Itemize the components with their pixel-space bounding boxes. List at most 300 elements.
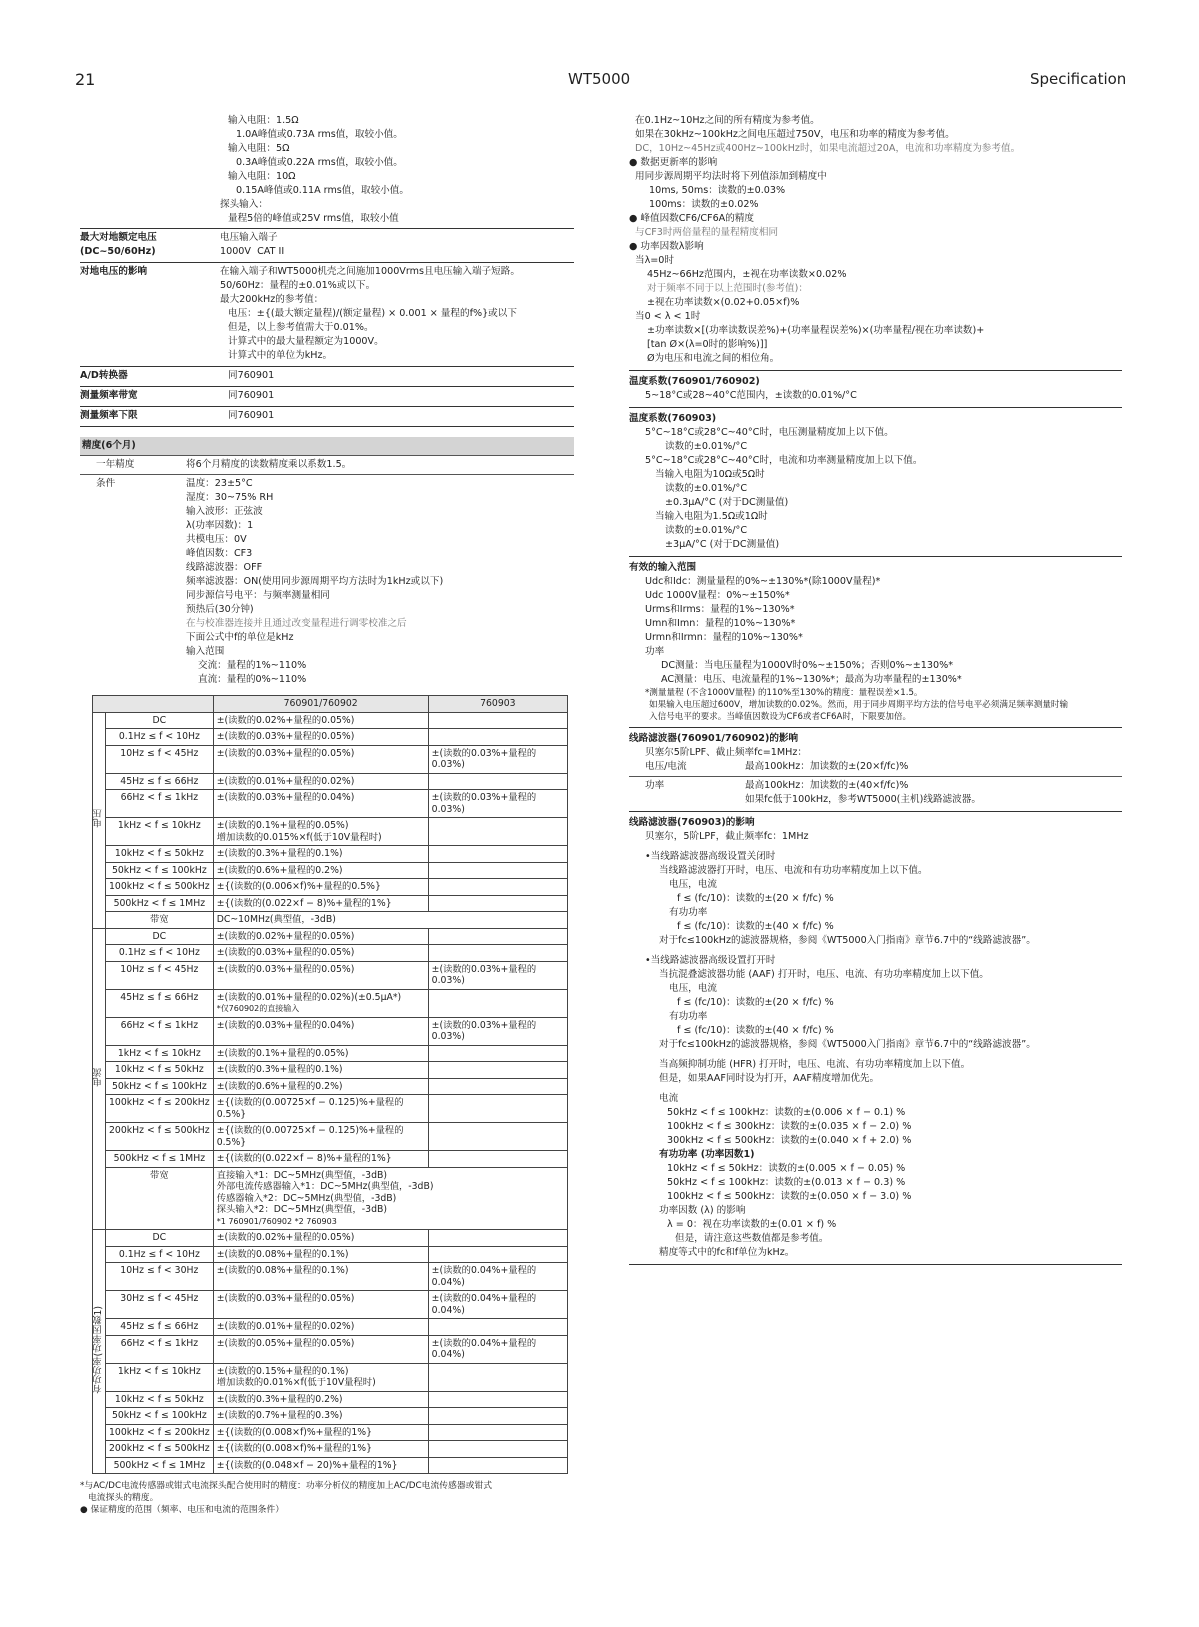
accuracy-cell <box>213 1230 428 1247</box>
accuracy-line: ±(读数的0.3%+量程的0.1%) <box>216 848 343 859</box>
accuracy-cell-760903 <box>428 712 567 729</box>
document-title: WT5000 <box>568 70 631 88</box>
accuracy-cell-760903 <box>428 1319 567 1336</box>
lf2-line: f ≤ (fc/10)：读数的±(40 × f/fc) % <box>677 1025 834 1036</box>
temp1-heading: 温度系数(760901/760902) <box>629 376 760 387</box>
condition-line: 输入范围 <box>186 646 225 657</box>
table-row <box>93 879 568 896</box>
accuracy-line: *仅760902的直接输入 <box>216 1004 300 1013</box>
spec-value <box>220 389 574 403</box>
accuracy-cell <box>213 1062 428 1079</box>
table-row <box>93 790 568 818</box>
table-row <box>93 895 568 912</box>
spec-value-line: 最大200kHz的参考值： <box>220 294 324 305</box>
range-cell: 1kHz < f ≤ 10kHz <box>106 818 214 846</box>
table-row <box>93 961 568 989</box>
accuracy-line: 探头输入*2：DC~5MHz(典型值，-3dB) <box>216 1204 387 1215</box>
accuracy-line: 增加读数的0.01%×f(低于10V量程时) <box>216 1377 376 1388</box>
accuracy-cell <box>213 1319 428 1336</box>
range-cell: 66Hz < f ≤ 1kHz <box>106 790 214 818</box>
accuracy-line: ±(读数的0.04%+量程的0.04%) <box>431 1293 537 1316</box>
accuracy-cell-760903 <box>428 1062 567 1079</box>
range-cell: 10Hz ≤ f < 30Hz <box>106 1263 214 1291</box>
accuracy-cell-760903 <box>428 961 567 989</box>
lf2-line: 10kHz < f ≤ 50kHz：读数的±(0.005 × f − 0.05) % <box>667 1163 906 1174</box>
condition-line: 直流：量程的0%~110% <box>198 674 307 685</box>
accuracy-cell-760903 <box>428 1457 567 1474</box>
range-cell: DC <box>106 712 214 729</box>
range-cell: 0.1Hz ≤ f < 10Hz <box>106 729 214 746</box>
lf2-line: 当抗混叠滤波器功能 (AAF) 打开时，电压、电流、有功功率精度加上以下值。 <box>659 969 989 980</box>
accuracy-line: ±{(读数的(0.022×f − 8)%+量程的1%} <box>216 1153 392 1164</box>
temp2-line: ±3μA/°C (对于DC测量值) <box>665 539 780 550</box>
accuracy-line: ±(读数的0.01%+量程的0.02%)(±0.5μA*) <box>216 991 402 1003</box>
one-year-value: 将6个月精度的读数精度乘以系数1.5。 <box>186 459 352 470</box>
note-line: ● 数据更新率的影响 <box>629 157 718 168</box>
note-line: ±视在功率读数×(0.02+0.05×f)% <box>647 297 800 308</box>
lf2-line: 但是，请注意这些数值都是参考值。 <box>675 1233 829 1244</box>
accuracy-cell <box>213 790 428 818</box>
range-cell: 10Hz ≤ f < 45Hz <box>106 961 214 989</box>
lf2-lines <box>629 830 1122 1260</box>
group-label-text: 有功功率(功率因数1) <box>93 1305 105 1394</box>
conditions-row <box>80 477 574 687</box>
right-column <box>629 114 1122 1269</box>
accuracy-cell <box>213 1017 428 1045</box>
accuracy-cell <box>213 928 428 945</box>
spec-value-line: 1000V CAT II <box>220 246 285 257</box>
lf2-line: λ = 0：视在功率读数的±(0.01 × f) % <box>667 1219 837 1230</box>
table-row <box>93 1457 568 1474</box>
range-lines <box>629 575 1122 723</box>
condition-line: λ(功率因数)：1 <box>186 520 254 531</box>
group-label <box>93 1230 106 1474</box>
accuracy-cell <box>213 1246 428 1263</box>
range-cell: 10kHz < f ≤ 50kHz <box>106 1062 214 1079</box>
accuracy-cell <box>213 729 428 746</box>
accuracy-cell-760903 <box>428 1408 567 1425</box>
range-cell: 45Hz ≤ f ≤ 66Hz <box>106 773 214 790</box>
accuracy-cell-760903 <box>428 773 567 790</box>
spec-value-line: 同760901 <box>228 390 275 401</box>
spec-value-line: 但是，以上参考值需大于0.01%。 <box>228 322 374 333</box>
lf2-line: 对于fc≤100kHz的滤波器规格，参阅《WT5000入门指南》章节6.7中的“线路滤波器”。 <box>659 1039 1036 1050</box>
accuracy-cell <box>213 1391 428 1408</box>
lf2-line: f ≤ (fc/10)：读数的±(20 × f/fc) % <box>677 997 834 1008</box>
accuracy-notes <box>629 114 1122 371</box>
accuracy-cell-760903 <box>428 1363 567 1391</box>
table-row <box>93 1408 568 1425</box>
table-row <box>93 1062 568 1079</box>
range-line: DC测量：当电压量程为1000V时0%~±150%；否则0%~±130%* <box>661 660 954 671</box>
lf2-line: 100kHz < f ≤ 300kHz：读数的±(0.035 × f − 2.0) % <box>667 1121 912 1132</box>
accuracy-line: ±(读数的0.6%+量程的0.2%) <box>216 864 343 876</box>
lf2-line: 300kHz < f ≤ 500kHz：读数的±(0.040 × f + 2.0) % <box>667 1135 912 1146</box>
range-cell: 500kHz < f ≤ 1MHz <box>106 1151 214 1168</box>
spec-row <box>80 263 574 367</box>
accuracy-cell <box>213 1408 428 1425</box>
accuracy-line: ±(读数的0.03%+量程的0.05%) <box>216 963 355 975</box>
table-row <box>93 1363 568 1391</box>
lf2-line: f ≤ (fc/10)：读数的±(40 × f/fc) % <box>677 921 834 932</box>
spec-label-text: 测量频率带宽 <box>80 390 138 401</box>
footnotes <box>80 1480 574 1516</box>
range-cell: 200kHz < f ≤ 500kHz <box>106 1123 214 1151</box>
header-blank <box>93 696 214 713</box>
lf2-line: 当线路滤波器打开时，电压、电流和有功功率精度加上以下值。 <box>659 865 928 876</box>
temp2-line: 当输入电阻为1.5Ω或1Ω时 <box>655 511 768 522</box>
accuracy-cell <box>213 1457 428 1474</box>
lf2-line: 有功功率 <box>669 907 708 918</box>
range-line: 功率 <box>645 646 665 657</box>
spec-value-line: 同760901 <box>228 370 275 381</box>
accuracy-cell <box>213 879 428 896</box>
table-row <box>93 745 568 773</box>
accuracy-line: ±(读数的0.03%+量程的0.04%) <box>216 1019 355 1031</box>
accuracy-cell-760903 <box>428 846 567 863</box>
spec-label <box>80 409 220 423</box>
spec-row <box>80 228 574 263</box>
lf2-line: 100kHz < f ≤ 500kHz：读数的±(0.050 × f − 3.0) % <box>667 1191 912 1202</box>
temp2-line: 读数的±0.01%/°C <box>665 525 748 536</box>
accuracy-line: ±(读数的0.02%+量程的0.05%) <box>216 714 355 726</box>
accuracy-line: ±(读数的0.02%+量程的0.05%) <box>216 930 355 942</box>
accuracy-line: *1 760901/760902 *2 760903 <box>216 1216 337 1226</box>
spec-label <box>80 369 220 383</box>
accuracy-cell <box>213 1335 428 1363</box>
condition-line: 输入波形：正弦波 <box>186 506 263 517</box>
spec-line: 量程5倍的峰值或25V rms值，取较小值 <box>228 213 399 224</box>
lf2-line: 精度等式中的fc和f单位为kHz。 <box>659 1247 795 1258</box>
section-name: Specification <box>1030 70 1127 88</box>
range-cell: 66Hz < f ≤ 1kHz <box>106 1017 214 1045</box>
accuracy-line: ±(读数的0.01%+量程的0.02%) <box>216 1321 355 1332</box>
accuracy-cell-760903 <box>428 1017 567 1045</box>
accuracy-cell <box>213 846 428 863</box>
temp1-line: 5~18°C或28~40°C范围内，±读数的0.01%/°C <box>645 390 857 401</box>
group-label <box>93 712 106 928</box>
accuracy-cell-760903 <box>428 745 567 773</box>
range-cell: 500kHz < f ≤ 1MHz <box>106 1457 214 1474</box>
accuracy-cell <box>213 1151 428 1168</box>
spec-value-line: 电压输入端子 <box>220 232 278 243</box>
accuracy-line: ±(读数的0.7%+量程的0.3%) <box>216 1410 343 1421</box>
note-line: 对于频率不同于以上范围时(参考值)： <box>647 283 808 294</box>
spec-value-line: 计算式中的最大量程额定为1000V。 <box>228 336 384 347</box>
spec-label <box>80 389 220 403</box>
spec-line: 输入电阻：5Ω <box>228 143 290 154</box>
temp2-line: 5°C~18°C或28°C~40°C时，电压测量精度加上以下值。 <box>645 427 894 438</box>
temp2-line: 读数的±0.01%/°C <box>665 483 748 494</box>
accuracy-line: ±(读数的0.03%+量程的0.05%) <box>216 1293 355 1304</box>
spec-value <box>220 369 574 383</box>
table-row <box>93 989 568 1017</box>
table-row <box>93 1151 568 1168</box>
range-line: Umn和Imn：量程的10%~130%* <box>645 618 796 629</box>
line-filter-760903 <box>629 816 1122 1265</box>
temp-coefficient-760903 <box>629 412 1122 557</box>
lf2-line: 电压，电流 <box>669 983 717 994</box>
range-cell: 66Hz < f ≤ 1kHz <box>106 1335 214 1363</box>
accuracy-cell <box>213 862 428 879</box>
accuracy-cell-760903 <box>428 1078 567 1095</box>
note-line: 在0.1Hz~10Hz之间的所有精度为参考值。 <box>635 115 820 126</box>
lf1-voltage-current-row <box>629 760 1122 777</box>
accuracy-line: 外部电流传感器输入*1：DC~5MHz(典型值，-3dB) <box>216 1181 434 1192</box>
line-filter-760901 <box>629 732 1122 812</box>
spec-line: 0.15A峰值或0.11A rms值，取较小值。 <box>236 185 409 196</box>
accuracy-cell-760903 <box>428 1123 567 1151</box>
accuracy-line: ±(读数的0.1%+量程的0.05%) <box>216 1047 349 1059</box>
input-resistance-block <box>80 114 574 226</box>
spec-value-line: 同760901 <box>228 410 275 421</box>
accuracy-line: ±{(读数的(0.00725×f − 0.125)%+量程的0.5%} <box>216 1125 404 1148</box>
accuracy-line: ±(读数的0.02%+量程的0.05%) <box>216 1232 355 1243</box>
range-cell: 带宽 <box>106 1167 214 1230</box>
accuracy-cell-760903 <box>428 1095 567 1123</box>
range-cell: 45Hz ≤ f ≤ 66Hz <box>106 1319 214 1336</box>
lf2-line: 有功功率 (功率因数1) <box>659 1149 755 1160</box>
note-line: ±功率读数×[(功率读数误差%)+(功率量程误差%)×(功率量程/视在功率读数)+ <box>647 325 985 336</box>
accuracy-cell <box>213 961 428 989</box>
accuracy-cell-760903 <box>428 945 567 962</box>
table-row <box>93 773 568 790</box>
accuracy-cell-760903 <box>428 1151 567 1168</box>
table-row <box>93 1095 568 1123</box>
range-line: 入信号电平的要求。当峰值因数设为CF6或者CF6A时，下限要加倍。 <box>649 712 912 722</box>
lf1-vc-value: 最高100kHz：加读数的±(20×f/fc)% <box>745 761 909 772</box>
accuracy-cell-760903 <box>428 1045 567 1062</box>
lf2-line: 有功功率 <box>669 1011 708 1022</box>
table-header-row <box>93 696 568 713</box>
spec-rows <box>80 228 574 427</box>
temp1-lines <box>629 389 1122 403</box>
conditions-label: 条件 <box>96 478 116 489</box>
page-header <box>0 0 1199 100</box>
accuracy-line: ±(读数的0.03%+量程的0.05%) <box>216 731 355 742</box>
accuracy-line: ±(读数的0.03%+量程的0.04%) <box>216 792 355 803</box>
accuracy-line: ±{(读数的(0.00725×f − 0.125)%+量程的0.5%} <box>216 1097 404 1120</box>
table-row <box>93 729 568 746</box>
accuracy-line: ±(读数的0.3%+量程的0.2%) <box>216 1393 343 1405</box>
lf2-line: 电流 <box>659 1093 679 1104</box>
group-label <box>93 928 106 1230</box>
range-cell: 10kHz < f ≤ 50kHz <box>106 846 214 863</box>
range-cell: DC <box>106 928 214 945</box>
note-line: 10ms, 50ms：读数的±0.03% <box>649 185 786 196</box>
accuracy-line: ±(读数的0.03%+量程的0.03%) <box>431 747 537 770</box>
range-cell: 30Hz ≤ f < 45Hz <box>106 1291 214 1319</box>
temp2-line: 当输入电阻为10Ω或5Ω时 <box>655 469 765 480</box>
range-line: Udc 1000V量程：0%~±150%* <box>645 590 790 601</box>
note-line: 100ms：读数的±0.02% <box>649 199 759 210</box>
accuracy-cell <box>213 773 428 790</box>
table-row <box>93 712 568 729</box>
accuracy-line: ±(读数的0.08%+量程的0.1%) <box>216 1248 349 1260</box>
range-line: AC测量：电压、电流量程的1%~130%*；最高为功率量程的±130%* <box>661 674 962 685</box>
table-row <box>93 1291 568 1319</box>
table-row <box>93 945 568 962</box>
accuracy-line: ±(读数的0.03%+量程的0.05%) <box>216 747 355 759</box>
spec-value-line: 计算式中的单位为kHz。 <box>228 350 333 361</box>
accuracy-cell-760903 <box>428 790 567 818</box>
accuracy-cell-760903 <box>428 1391 567 1408</box>
temp2-line: 读数的±0.01%/°C <box>665 441 748 452</box>
spec-value <box>220 265 574 363</box>
group-label-text: 电压 <box>93 808 105 828</box>
range-cell: 0.1Hz ≤ f < 10Hz <box>106 945 214 962</box>
range-cell: 200kHz < f ≤ 500kHz <box>106 1441 214 1458</box>
table-row <box>93 1167 568 1230</box>
spec-line: 0.3A峰值或0.22A rms值，取较小值。 <box>236 157 403 168</box>
lf2-line: 对于fc≤100kHz的滤波器规格，参阅《WT5000入门指南》章节6.7中的“线路滤波器”。 <box>659 935 1036 946</box>
spec-label-text: A/D转换器 <box>80 370 128 381</box>
accuracy-section-title: 精度(6个月) <box>80 437 574 456</box>
spec-line: 1.0A峰值或0.73A rms值，取较小值。 <box>236 129 403 140</box>
range-cell: 带宽 <box>106 912 214 929</box>
accuracy-line: ±(读数的0.04%+量程的0.04%) <box>431 1337 537 1360</box>
note-line: [tan Ø×(λ=0时的影响%)]] <box>647 339 768 350</box>
condition-line: 在与校准器连接并且通过改变量程进行调零校准之后 <box>186 618 407 629</box>
condition-line: 交流：量程的1%~110% <box>198 660 307 671</box>
spec-label-text: 对地电压的影响 <box>80 266 148 277</box>
table-row <box>93 818 568 846</box>
range-heading: 有效的输入范围 <box>629 562 697 573</box>
range-cell: 50kHz < f ≤ 100kHz <box>106 1078 214 1095</box>
table-row <box>93 862 568 879</box>
lf1-power-line: 最高100kHz：加读数的±(40×f/fc)% <box>745 780 909 791</box>
accuracy-line: 增加读数的0.015%×f(低于10V量程时) <box>216 831 382 843</box>
table-row <box>93 1424 568 1441</box>
accuracy-cell-760903 <box>428 1441 567 1458</box>
range-cell: 100kHz < f ≤ 200kHz <box>106 1424 214 1441</box>
table-row <box>93 1263 568 1291</box>
accuracy-cell <box>213 1424 428 1441</box>
range-line: Urmn和Irmn：量程的10%~130%* <box>645 632 803 643</box>
range-cell: 10kHz < f ≤ 50kHz <box>106 1391 214 1408</box>
accuracy-cell-760903 <box>428 729 567 746</box>
note-line: DC，10Hz~45Hz或400Hz~100kHz时，如果电流超过20A，电流和功率精度为参考值。 <box>635 143 1021 154</box>
note-line: ● 功率因数λ影响 <box>629 241 704 252</box>
range-cell: 50kHz < f ≤ 100kHz <box>106 1408 214 1425</box>
accuracy-line: ±(读数的0.01%+量程的0.02%) <box>216 775 355 787</box>
accuracy-line: ±(读数的0.1%+量程的0.05%) <box>216 820 349 831</box>
range-cell: 50kHz < f ≤ 100kHz <box>106 862 214 879</box>
spec-row <box>80 407 574 427</box>
accuracy-table <box>92 695 568 1474</box>
table-row <box>93 1319 568 1336</box>
lf1-line: 贝塞尔5阶LPF、截止频率fc=1MHz： <box>645 747 808 758</box>
accuracy-cell-760903 <box>428 818 567 846</box>
spec-row <box>80 367 574 387</box>
one-year-accuracy-row <box>80 456 574 475</box>
lf2-line: •当线路滤波器高级设置关闭时 <box>645 851 776 862</box>
range-line: Udc和Idc：测量量程的0%~±130%*(除1000V量程)* <box>645 576 881 587</box>
accuracy-line: ±{(读数的(0.006×f)%+量程的0.5%} <box>216 881 381 892</box>
footnote-line: 电流探头的精度。 <box>88 1493 159 1503</box>
table-row <box>93 912 568 929</box>
spec-label <box>80 231 220 259</box>
page-number: 21 <box>75 70 96 89</box>
lf2-line: 电压，电流 <box>669 879 717 890</box>
condition-line: 频率滤波器：ON(使用同步源周期平均方法时为1kHz或以下) <box>186 576 444 587</box>
condition-line: 湿度：30~75% RH <box>186 492 274 503</box>
accuracy-cell <box>213 945 428 962</box>
accuracy-line: ±(读数的0.03%+量程的0.03%) <box>431 963 537 986</box>
accuracy-line: ±(读数的0.08%+量程的0.1%) <box>216 1265 349 1276</box>
range-cell: 1kHz < f ≤ 10kHz <box>106 1363 214 1391</box>
accuracy-line: ±(读数的0.6%+量程的0.2%) <box>216 1080 343 1092</box>
accuracy-line: DC~10MHz(典型值，-3dB) <box>216 914 336 925</box>
table-row <box>93 1078 568 1095</box>
note-line: 如果在30kHz~100kHz之间电压超过750V，电压和功率的精度为参考值。 <box>635 129 955 140</box>
lf2-line: 功率因数 (λ) 的影响 <box>659 1205 746 1216</box>
accuracy-cell <box>213 1123 428 1151</box>
effective-input-range <box>629 561 1122 728</box>
accuracy-line: 传感器输入*2：DC~5MHz(典型值，-3dB) <box>216 1192 397 1204</box>
spec-line: 探头输入： <box>220 199 268 210</box>
accuracy-line: ±(读数的0.03%+量程的0.03%) <box>431 1019 537 1042</box>
accuracy-cell <box>213 1045 428 1062</box>
condition-line: 同步源信号电平：与频率测量相同 <box>186 590 330 601</box>
accuracy-cell <box>213 818 428 846</box>
spec-label <box>80 265 220 363</box>
condition-line: 预热后(30分钟) <box>186 604 254 615</box>
range-line: *测量量程 (不含1000V量程) 的110%至130%的精度：量程误差×1.5。 <box>645 688 923 698</box>
range-line: Urms和Irms：量程的1%~130%* <box>645 604 795 615</box>
accuracy-cell-760903 <box>428 1246 567 1263</box>
note-line: Ø为电压和电流之间的相位角。 <box>647 353 780 364</box>
accuracy-cell-760903 <box>428 1230 567 1247</box>
range-cell: 0.1Hz ≤ f < 10Hz <box>106 1246 214 1263</box>
range-cell: 100kHz < f ≤ 200kHz <box>106 1095 214 1123</box>
accuracy-cell-760903 <box>428 879 567 896</box>
condition-line: 共模电压：0V <box>186 534 247 545</box>
lf1-vc-label: 电压/电流 <box>645 761 687 772</box>
accuracy-cell-760903 <box>428 1263 567 1291</box>
range-cell: DC <box>106 1230 214 1247</box>
spec-value <box>220 231 574 259</box>
accuracy-cell <box>213 1095 428 1123</box>
accuracy-line: ±(读数的0.05%+量程的0.05%) <box>216 1337 355 1349</box>
accuracy-cell <box>213 895 428 912</box>
spec-value <box>220 409 574 423</box>
lf2-line: 但是，如果AAF同时设为打开，AAF精度增加优先。 <box>659 1073 880 1084</box>
one-year-label: 一年精度 <box>96 459 135 470</box>
accuracy-cell-760903 <box>428 928 567 945</box>
note-line: ● 峰值因数CF6/CF6A的精度 <box>629 213 755 224</box>
left-column <box>80 114 574 1516</box>
table-row <box>93 846 568 863</box>
table-row <box>93 1123 568 1151</box>
note-line: 与CF3时两倍量程的量程精度相同 <box>635 227 779 238</box>
spec-row <box>80 387 574 407</box>
table-row <box>93 1230 568 1247</box>
condition-line: 温度：23±5°C <box>186 478 253 489</box>
spec-value-line: 在输入端子和WT5000机壳之间施加1000Vrms且电压输入端子短路。 <box>220 266 520 277</box>
accuracy-cell-760903 <box>428 989 567 1017</box>
note-line: 用同步源周期平均法时将下列值添加到精度中 <box>635 171 827 182</box>
accuracy-line: ±(读数的0.03%+量程的0.05%) <box>216 947 355 958</box>
spec-label-sub: (DC~50/60Hz) <box>80 246 156 257</box>
header-760901: 760901/760902 <box>213 696 428 713</box>
accuracy-cell-760903 <box>428 862 567 879</box>
table-row <box>93 928 568 945</box>
accuracy-cell <box>213 989 428 1017</box>
accuracy-line: ±{(读数的(0.008×f)%+量程的1%} <box>216 1426 373 1438</box>
note-line: 当λ=0时 <box>635 255 675 266</box>
lf1-heading: 线路滤波器(760901/760902)的影响 <box>629 733 799 744</box>
